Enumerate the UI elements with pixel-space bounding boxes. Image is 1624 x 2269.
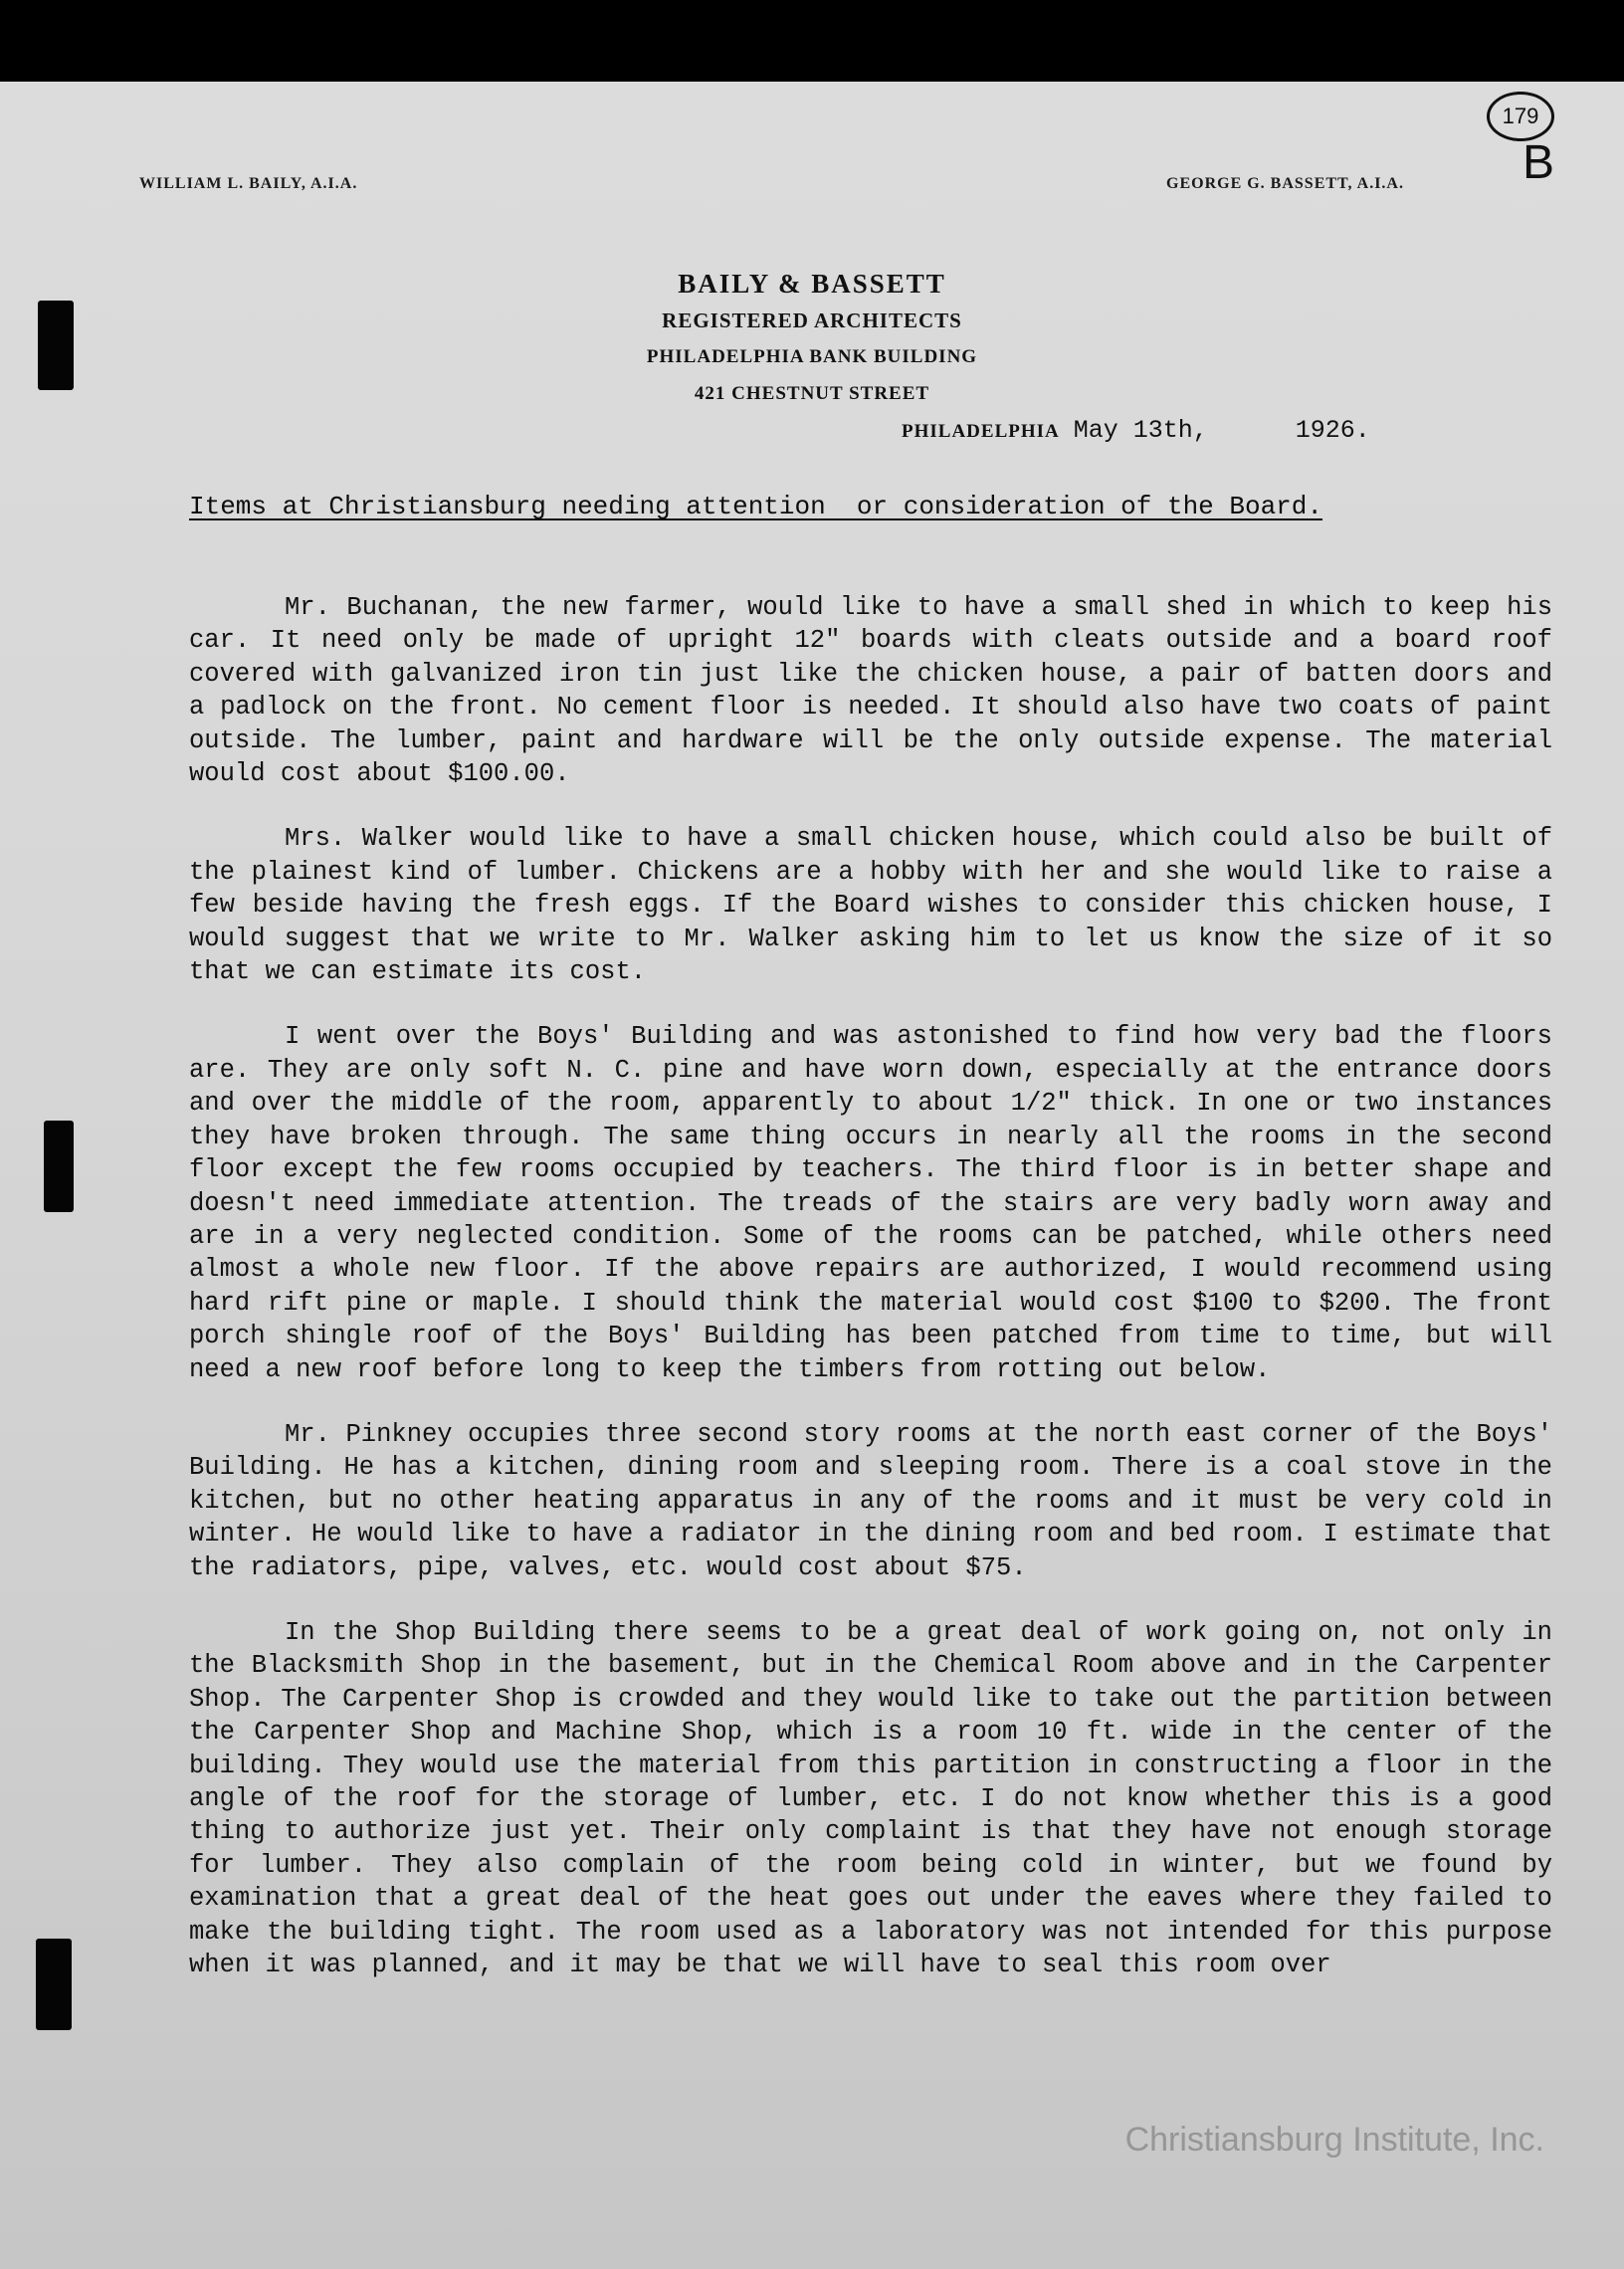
memo-heading: Items at Christiansburg needing attention or consideration of the Board.	[189, 492, 1322, 521]
paragraph-boys-building-floors: I went over the Boys' Building and was astonished to find how very bad the floors are. They are only soft N. C. pine and have worn down, especially at the entrance doors and over the middle of the room, apparently to about 1/2" thick. In one or two instances they have broken through. The same thing occurs in nearly all the rooms in the second floor except the few rooms occupied by teachers. The third floor is in better shape and doesn't need immediate attention. The treads of the stairs are very badly worn away and are in a very neglected condition. Some of the rooms can be patched, while others need almost a whole new floor. If the above repairs are authorized, I would recommend using hard rift pine or maple. I should think the material would cost $100 to $200. The front porch shingle roof of the Boys' Building has been patched from time to time, but will need a new roof before long to keep the timbers from rotting out below.	[189, 1022, 1552, 1384]
firm-street: 421 CHESTNUT STREET	[694, 383, 930, 404]
architect-right: GEORGE G. BASSETT, A.I.A.	[1166, 175, 1404, 192]
binder-mark-bottom	[36, 1939, 72, 2030]
paragraph-shed: Mr. Buchanan, the new farmer, would like to have a small shed in which to keep his car. It need only be made of upright 12" boards with cleats outside and a board roof covered with galvanized iron tin just like the chicken house, a pair of batten doors and a padlock on the front. No cement floor is needed. It should also have two coats of paint outside. The lumber, paint and hardware will be the only outside expense. The material would cost about $100.00.	[189, 593, 1552, 789]
circled-page-number: 179	[1487, 92, 1554, 141]
letter-body	[189, 591, 1552, 2013]
watermark: Christiansburg Institute, Inc.	[1124, 2121, 1544, 2159]
dateline	[902, 416, 1370, 445]
firm-name: BAILY & BASSETT	[678, 269, 946, 299]
handwritten-letter-mark: B	[1522, 136, 1555, 189]
firm-building: PHILADELPHIA BANK BUILDING	[646, 346, 978, 367]
firm-subtitle: REGISTERED ARCHITECTS	[662, 309, 962, 332]
binder-mark-middle	[44, 1121, 74, 1212]
paragraph-shop-building: In the Shop Building there seems to be a great deal of work going on, not only in the Blacksmith Shop in the basement, but in the Chemical Room above and in the Carpenter Shop. The Carpenter Shop is crowded and they would like to take out the partition between the Carpenter Shop and Machine Shop, which is a room 10 ft. wide in the center of the building. They would use the material from this partition in constructing a floor in the angle of the roof for the storage of lumber, etc. I do not know whether this is a good thing to authorize just yet. Their only complaint is that they have not enough storage for lumber. They also complain of the room being cold in winter, but we found by examination that a great deal of the heat goes out under the eaves where they failed to make the building tight. The room used as a laboratory was not intended for this purpose when it was planned, and it may be that we will have to seal this room over	[189, 1617, 1552, 1980]
architect-left: WILLIAM L. BAILY, A.I.A.	[139, 175, 358, 192]
paragraph-chicken-house: Mrs. Walker would like to have a small chicken house, which could also be built of the plainest kind of lumber. Chickens are a hobby with her and she would like to raise a few beside having the fresh eggs. If the Board wishes to consider this chicken house, I would suggest that we write to Mr. Walker asking him to let us know the size of it so that we can estimate its cost.	[189, 824, 1552, 987]
paragraph-pinkney-radiators: Mr. Pinkney occupies three second story rooms at the north east corner of the Boys' Building. He has a kitchen, dining room and sleeping room. There is a coal stove in the kitchen, but no other heating apparatus in any of the rooms and it must be very cold in winter. He would like to have a radiator in the dining room and bed room. I estimate that the radiators, pipe, valves, etc. would cost about $75.	[189, 1419, 1552, 1582]
dateline-date: May 13th,	[1073, 416, 1208, 445]
dateline-year: 1926.	[1295, 416, 1370, 445]
dateline-city: PHILADELPHIA	[902, 421, 1060, 442]
